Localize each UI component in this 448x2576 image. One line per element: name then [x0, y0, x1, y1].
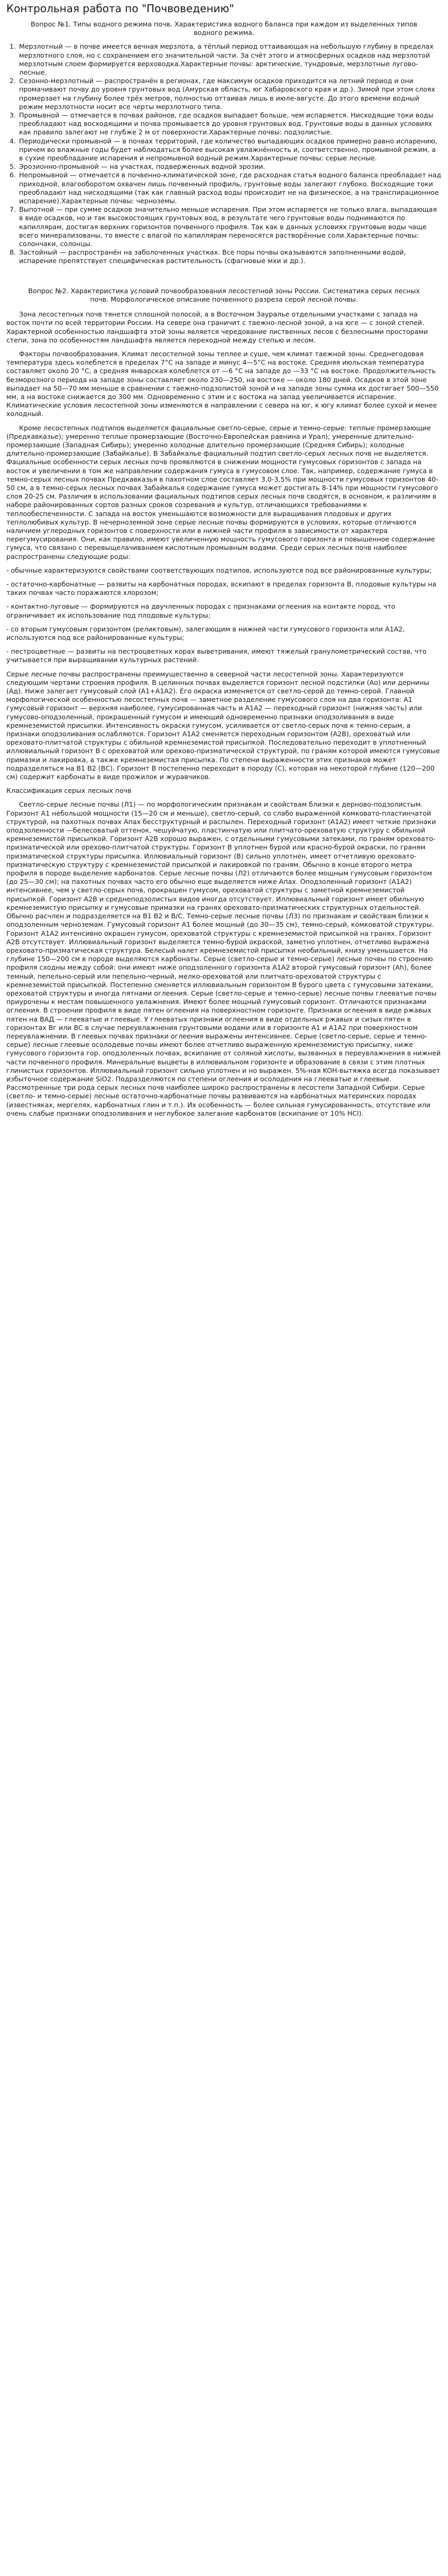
list-item: 7. Выпотной — при сумме осадков значительно меньше испарения. При этом испаряется не только влага, выпадающая в виде осадков, но и так высокостоящих грунтовых вод, в результате чего грунтовые воды поднимаются по капиллярам, достигая верхних горизонтов почвенного профиля. Так как в данных условиях грунтовые воды чаще всего минерализованы, то вместе с влагой по капиллярам переносятся растворённые соли.Характерные почвы: солончаки, солонцы. — [18, 205, 442, 248]
soil-genus-item: - пестроцветные — развиты на пестроцветных корах выветривания, имеют тяжелый гранулометрический состав, что учитывается при выращивании культурных растений. — [6, 647, 427, 664]
section-subheading: Классификация серых лесных почв — [6, 787, 132, 795]
list-item: 3. Промывной — отмечается в почвах районов, где осадков выпадает больше, чем испаряется. Нисходящие токи воды преобладают над восходящими и почва промывается до уровня грунтовых вод. Грунтовые воды в данных условиях как правило залегают не глубже 2 м от поверхности.Характерные почвы: подзолистые. — [18, 111, 442, 137]
list-item: 1. Мерзлотный — в почве имеется вечная мерзлота, а тёплый период оттаивающая на небольшую глубину в пределах мерзлотного слоя, но с сохранением его значительной части. За счёт этого и атмосферных осадков над мерзлотой мерзлотным слоем формируется верховодка.Характерные почвы: арктические, тундровые, мерзлотные лугово-лесные. — [18, 42, 442, 77]
question-2-heading: Вопрос №2. Характеристика условий почвообразования лесостепной зоны России. Систематика серых лесных почв. Морфологическое описание почвенного разреза серой лесной почвы. — [28, 286, 420, 303]
paragraph-zone-description: Зона лесостепных почв тянется сплошной полосой, а в Восточном Зауралье отдельными участками с запада на восток почти по всей территории России. На севере она граничит с таежно-лесной зоной, а на юге — с зоной степей. Характерной особенностью ландшафта этой зоны является чередование лиственных лесов с безлесными просторами степи, зона по особенностям ландшафта является переходной между степью и лесом. — [6, 310, 428, 344]
paragraph-soil-factors: Факторы почвообразования. Климат лесостепной зоны теплее и суше, чем климат таежной зоны. Среднегодовая температура здесь колеблется в пределах 7°С на западе и минус 4—5°С на востоке. Средняя июльская температура составляет около 20 °С, а средняя январская колеблется от —6 °С на западе до —33 °С на востоке. Продолжительность безморозного периода на западе зоны составляет около 230—250, на востоке — около 180 дней. Осадков в этой зоне выпадает на 50—70 мм меньше в сравнении с таежно-подзолистой зоной и на западе зоны сумма их достигает 500—550 мм, а на востоке снижается до 300 мм. Одновременно с этим и с востока на запад увеличивается испарение. Климатические условия лесостепной зоны изменяются в направлении с севера на юг, к югу климат более сухой и менее холодный. — [6, 349, 439, 418]
page-title: Контрольная работа по "Почвоведению" — [6, 2, 234, 15]
water-regime-list — [6, 42, 442, 265]
question-1-heading: Вопрос №1. Типы водного режима почв. Характеристика водного баланса при каждом из выделенных типов водного режима. — [31, 20, 417, 37]
paragraph-facial-subtypes: Кроме лесостепных подтипов выделяется фациальные светло-серые, серые и темно-серые: теплые промерзающие (Предкавказье); умеренно теплые промерзающие (Восточно-Европейская равнина и Урал); умеренные длительно-промерзающие (Западная Сибирь); умеренно холодные длительно промерзающие (Средняя Сибирь); холодные длительно-промерзающие (Забайкалье). В Забайкалье фациальный подтип светло-серых лесных почв не выделяется. Фациальные особенности серых лесных почв проявляются в снижении мощности гумусовых горизонтов с запада на восток и увеличении в том же направлении содержания гумуса в гумусовом слое. Так, например, содержание гумуса в темно-серых лесных почвах Предкавказья в пахотном слое составляет 3,0-3,5% при мощности гумусовых горизонтов 40-50 см, а в темно-серых лесных почвах Забайкалья содержание гумуса может достигать 8-14% при мощности гумусового слоя 20-25 см. Различия в использовании фациальных подтипов серых лесных почв сводятся, в основном, к различиям в наборе районированных сортов разных сроков созревания и культур, отличающихся требованиями к теплообеспеченности. С запада на восток уменьшаются возможности для выращивания плодовых и других теплолюбивых культур. В нечерноземной зоне серые лесные почвы формируются в условиях, которые отличаются наличием углеродных горизонтов с поверхности или в нижней части профиля в зависимости от характера перегумусирования. Они, как правило, имеют увеличенную мощность гумусового горизонта и повышенное содержание гумуса, что связано с перевыщелачиванием кислотным промывным водами. Среди серых лесных почв наиболее распространены следующие роды: — [6, 423, 438, 561]
paragraph-profile-structure: Серые лесные почвы распространены преимущественно в северной части лесостепной зоны. Характеризуются следующим чертами строения профиля. В целинных почвах выделяется горизонт лесной подстилки (Ао) или дернины (Ад). Ниже залегает гумусовый слой (А1+А1А2). Его окраска изменяется от светло-серой до темно-серой. Главной морфологической особенностью лесостепных почв — заметное разделение гумусового слоя на два горизонта: А1 гумусовый горизонт — верхняя наиболее, гумусированная часть и А1А2 — переходный горизонт (нижняя часть) или гумусово-оподзоленный, прокрашенный гумусом и имеющий одновременно признаки оподзоливания в виде кремнеземистой присыпки. Интенсивность окраски гумусом, усиливается от светло-серых почв к темно-серым, а признаки оподзоливания ослабляются. Горизонт А1А2 сменяется переходным горизонтом (А2В), ореховатый или ореховато-плитчатой структуры с обильной кремнеземистой присыпкой. Последовательно переходит в уплотненный иллювиальный горизонт В с ореховатой или орехово-призматической структурой, по граням которой имеются гумусовые примазки и лакировка, а также кремнеземистая присыпка. По степени выраженности этих признаков может подразделяться на В1 В2 (ВС). Горизонт В постепенно переходит в породу (С), которая на некоторой глубине (120—200 см) содержит карбонаты в виде прожилок и журавчиков. — [6, 670, 440, 781]
list-item: 6. Непромывной — отмечается в почвенно-климатической зоне, где расходная статья водного баланса преобладает над приходной, влагооборотом охвачен лишь почвенный профиль, грунтовые воды залегают глубоко. Восходящие токи преобладают над нисходящими (так как главный расход воды происходит не на физическое, а на транспирационное испарение).Характерные почвы: черноземы. — [18, 171, 442, 205]
soil-genus-item: - со вторым гумусовым горизонтом (реликтовым), залегающим в нижней части гумусового горизонта или А1А2, используются под все районированные культуры; — [6, 625, 405, 641]
soil-genus-item: - контактно-луговые — формируются на двучленных породах с признаками оглеения на контакте пород, что ограничивает их использование под плодовые культуры; — [6, 602, 396, 619]
list-item: 5. Эрозионно-промывной — на участках, подверженных водной эрозии. — [18, 162, 442, 171]
list-item: 4. Периодически промывной — в почвах территорий, где количество выпадающих осадков примерно равно испарению, причем во влажные годы будет наблюдаться более высокая увлажнённость и, соответственно, промывной режим, а в сухие преобладание испарения и непромывной водный режим.Характерные почвы: серые лесные. — [18, 137, 442, 163]
list-item: 2. Сезонно-мерзлотный — распространён в регионах, где максимум осадков приходится на летний период и они промачивают почву до уровня грунтовых вод (Амурская область, юг Хабаровского края и др.). Зимой при этом слоях промерзает на глубину более трёх метров, полностью оттаивая лишь в июле-августе. До этого времени водный режим мерзлотности носит все черты мерзлотного типа. — [18, 77, 442, 111]
paragraph-classification: Светло-серые лесные почвы (Л1) — по морфологическим признакам и свойствам близки к дерново-подзолистым. Горизонт А1 небольшой мощности (15—20 см и меньше), светло-серый, со слабо выраженной комковато-пластинчатой структурой, на пахотных почвах Апах бесструктурный и распылен. Переходный горизонт (А1А2) имеет четкие признаки оподзоленности —белесоватый оттенок, чешуйчатую, пластинчатую или плитчато-ореховатую структуру с обильной кремнеземистой присыпкой. Горизонт А2В хорошо выражен, с отдельными гумусовыми затеками, по граням ореховато-призматической или орехово-плитчатой структуры. Горизонт В уплотнен бурой или красно-бурой окраски, по граням призматической структуры присыпка. Иллювиальный горизонт (В) сильно уплотнен, имеет отчетливую ореховато-призматическую структуру с кремнеземистой присыпкой и лакировкой по граням. Обычно в конце второго метра профиля в породе выделение карбонатов. Серые лесные почвы (Л2) отличаются более мощным гумусовым горизонтом (до 25—30 см); на пахотных почвах часто его обычно еще выделяется ниже Апах. Оподзоленный горизонт (А1А2) интенсивнее, чем у светло-серых почв, прокрашен гумусом, ореховатой структуры с заметной кремнеземистой присыпкой. Горизонт А2В и среднеподзолистых видов иногда отсутствует. Иллювиальный горизонт имеет обильную кремнеземистую присыпку и гумусовые примазки на гранях ореховато-призматических структурных отдельностей. Обычно расчлен и подразделяется на В1 В2 и В/С. Темно-серые лесные почвы (Л3) по признакам и свойствам близки к оподзоленным черноземам. Гумусовый горизонт А1 более мощный (до 30—35 см), темно-серый, комковатой структуры. Горизонт А1А2 интенсивно окрашен гумусом, ореховатой структуры с кремнеземистой присыпкой на гранях. Горизонт А2В отсутствует. Иллювиальный горизонт выделяется темно-бурой окраской, заметно уплотнен, отчетливо выражена ореховато-призматическая структура. Белесый налет кремнеземистой присыпки необильный, книзу уменьшается. На глубине 150—200 см в породе выделяются карбонаты. Серые (светло-серые и темно-серые) лесные почвы по строению профиля сходны между собой: они имеют ниже оподзоленного горизонта А1А2 второй гумусовый горизонт (Ah), более темный, пепельно-серый или пепельно-черный, мелко-ореховатой или плитчато-ореховатой структуры с кремнеземистой присыпкой. Постепенно сменяется иллювиальным горизонтом В бурого цвета с гумусовыми затеками, ореховатой структуры и иногда пятнами оглеения. Серые (светло-серые и темно-серые) лесные почвы глееватые почвы приурочены к местам повышенного увлажнения. Имеют более мощный гумусовый горизонт. Отличаются признаками оглеения. В строении профиля в виде пятен оглеения на поверхностном горизонте. Признаки оглеения в виде ржавых пятен на ВАД — глееватые и глеевые. У глееватых признаки оглеения в виде отдельных ржавых и сизых пятен в горизонтах Bг или ВС в случае переувлажнения грунтовыми водами или в горизонте А1 и А1А2 при поверхностном переувлажнении. В глеевых почвах признаки оглеения выражены интенсивнее. Серые (светло-серые, серые и темно-серые) лесные глеевые осолодевые почвы имеют более отчетливо выраженную кремнеземистую присыпку, ниже гумусового горизонта гор. оподзоленных почвах, вскипание от соляной кислоты, вызванных в переувлажнения в нижней части почвенного профиля. Минеральные выцветы в иллювиальном горизонте и образование в связи с этим плотных глинистых горизонтов. Иллювиальный горизонт сильно уплотнен и но выражен. 5%-ная KOH-вытяжка всегда показывает избыточное содержание SiO2. Подразделяются по степени оглеения и осолодения на глееватые и глеевые. Рассмотренные три рода серых лесных почв наиболее широко распространены в лесостепи Западной Сибири. Серые (светло- и темно-серые) лесные остаточно-карбонатные почвы развиваются на карбонатных материнских породах (известняках, мергелях, карбонатных глин и т.п.). Их особенность — более сильная гумусированность, отсутствие или очень слабые признаки оподзоливания и неглубокое залегание карбонатов (вскипание от 10% HCl). — [6, 800, 441, 1117]
list-item: 8. Застойный — распространён на заболоченных участках. Все поры почвы оказываются заполненными водой, испарение препятствует специфическая растительность (сфагновые мхи и др.). — [18, 248, 442, 265]
document-page — [0, 0, 448, 1134]
soil-genus-item: - остаточно-карбонатные — развиты на карбонатных породах, вскипают в пределах горизонта В, плодовые культуры на таких почвах часто поражаются хлорозом; — [6, 580, 436, 597]
soil-genus-item: - обычные характеризуются свойствами соответствующих подтипов, используются под все районированные культуры; — [6, 566, 432, 574]
